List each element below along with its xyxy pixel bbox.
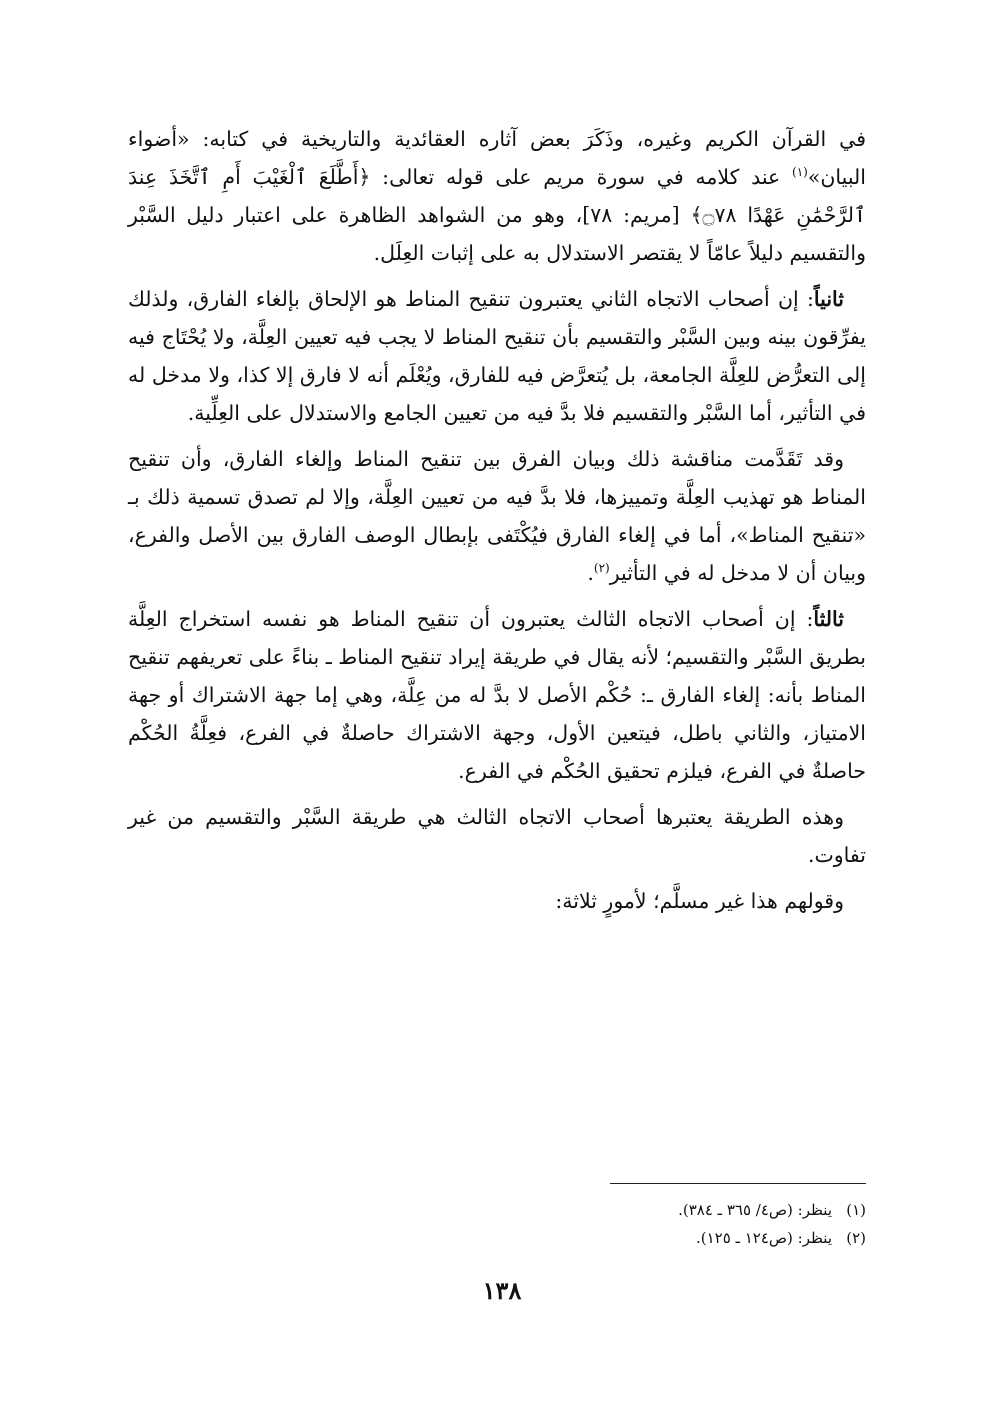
- paragraph-2: ثانياً: إن أصحاب الاتجاه الثاني يعتبرون تنقيح المناط هو الإلحاق بإلغاء الفارق، ولذلك يفرِّقون بينه وبين السَّبْر والتقسيم بأن تنقيح المناط لا يجب فيه تعيين العِلَّة، ولا يُحْتَاج فيه إلى التعرُّض للعِلَّة الجامعة، بل يُتعرَّض فيه للفارق، ويُعْلَم أنه لا فارق إلا كذا، ولا مدخل له في التأثير، أما السَّبْر والتقسيم فلا بدَّ فيه من تعيين الجامع والاستدلال على العِلِّية.: [128, 287, 866, 425]
- footnote-ref-1: (١): [792, 165, 808, 180]
- footnotes: [128, 1196, 866, 1252]
- page-number: ١٣٨: [482, 1276, 522, 1305]
- body-text: [128, 120, 866, 928]
- footnote-ref-2: (٢): [593, 561, 610, 576]
- paragraph-1: في القرآن الكريم وغيره، وذَكَرَ بعض آثاره العقائدية والتاريخية في كتابه: «أضواء البيان»$^{(١)}$ عند كلامه في سورة مريم على قوله تعالى: ﴿أَطَّلَعَ ٱلْغَيْبَ أَمِ ٱتَّخَذَ عِندَ ٱلرَّحْمَٰنِ عَهْدًا ۝٧٨﴾ [مريم: ٧٨]، وهو من الشواهد الظاهرة على اعتبار دليل السَّبْر والتقسيم دليلاً عامّاً لا يقتصر الاستدلال به على إثبات العِلَل.: [128, 127, 866, 265]
- lead-word: ثانياً: [813, 287, 844, 311]
- footnote-2: (٢)ينظر: (ص١٢٤ ـ ١٢٥).: [696, 1229, 866, 1247]
- footnote-divider: [610, 1183, 866, 1184]
- paragraph-6: وقولهم هذا غير مسلَّم؛ لأمورٍ ثلاثة:: [555, 889, 844, 913]
- paragraph-5: وهذه الطريقة يعتبرها أصحاب الاتجاه الثالث هي طريقة السَّبْر والتقسيم من غير تفاوت.: [128, 805, 866, 867]
- paragraph-4: ثالثاً: إن أصحاب الاتجاه الثالث يعتبرون أن تنقيح المناط هو نفسه استخراج العِلَّة بطريق السَّبْر والتقسيم؛ لأنه يقال في طريقة إيراد تنقيح المناط ـ بناءً على تعريفهم تنقيح المناط بأنه: إلغاء الفارق ـ: حُكْم الأصل لا بدَّ له من عِلَّة، وهي إما جهة الاشتراك أو جهة الامتياز، والثاني باطل، فيتعين الأول، وجهة الاشتراك حاصلةٌ في الفرع، فعِلَّةُ الحُكْم حاصلةٌ في الفرع، فيلزم تحقيق الحُكْم في الفرع.: [128, 607, 866, 783]
- footnote-1: (١)ينظر: (ص٤/ ٣٦٥ ـ ٣٨٤).: [678, 1201, 866, 1219]
- lead-word: ثالثاً: [813, 607, 844, 631]
- paragraph-3: وقد تَقَدَّمت مناقشة ذلك وبيان الفرق بين تنقيح المناط وإلغاء الفارق، وأن تنقيح المناط هو تهذيب العِلَّة وتمييزها، فلا بدَّ فيه من تعيين العِلَّة، وإلا لم تصدق تسمية ذلك بـ «تنقيح المناط»، أما في إلغاء الفارق فيُكْتَفى بإبطال الوصف الفارق بين الأصل والفرع، وبيان أن لا مدخل له في التأثير$^{(٢)}$.: [128, 447, 866, 585]
